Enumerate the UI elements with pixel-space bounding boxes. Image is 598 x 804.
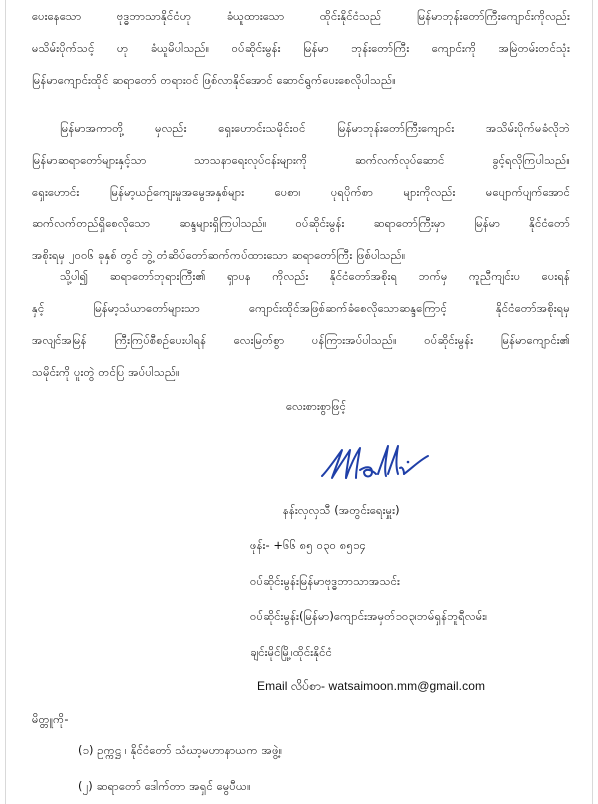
copies-item-1: (၁) ဥက္ကဋ္ဌ ၊ နိုင်ငံတော် သံဃာ့မဟာနာယက အဖွဲ့။ [78,743,283,757]
paragraph-2-line-3: ရှေးဟောင်း မြန်မာ့ယဉ်ကျေးမှုအမွေအနှစ်များ ပေစာ၊ ပုရပိုက်စာ များကိုလည်း မပျောက်ပျက်အောင် [32,185,570,199]
paragraph-3-line-4: သမိုင်းကို ပူးတွဲ တင်ပြ အပ်ပါသည်။ [32,365,180,379]
copies-label: မိတ္တူကို- [32,712,69,726]
paragraph-1-line-1: ပေးနေသော ဗုဒ္ဓဘာသာနိုင်ငံဟု ခံယူထားသော ထိုင်းနိုင်ငံသည် မြန်မာဘုန်းတော်ကြီးကျောင်းကိုလည်း [32,9,570,23]
paragraph-2-line-1: မြန်မာအကာတို့ မှလည်း ရှေးဟောင်းသမိုင်းဝင် မြန်မာဘုန်းတော်ကြီးကျောင်း အသိမ်းပိုက်မခံလိုဘဲ [60,121,570,135]
signer-name: နန်းလှလှသီ (အတွင်းရေးမှူး) [283,503,400,517]
organization-name: ဝပ်ဆိုင်းမွန်းမြန်မာဗုဒ္ဓဘာသာအသင်း [250,574,400,588]
paragraph-1-line-2: မသိမ်းပိုက်သင့် ဟု ခံယူမိပါသည်။ ဝပ်ဆိုင်းမွန်း မြန်မာ ဘုန်းတော်ကြီး ကျောင်းကို အမြဲတမ်းတင်သုံး [32,41,570,55]
paragraph-3-line-2: နှင့် မြန်မာ့သံယာတော်များသာ ကျောင်းထိုင်အဖြစ်ဆက်ခံစေလိုသောဆန္ဒကြောင့် နိုင်ငံတော်အစိုးရမှ [32,301,570,315]
signer-phone: ဖုန်း- +၆၆ ၈၅ ၀၃၀ ၈၅၁၄ [250,538,367,552]
paragraph-1-line-3: မြန်မာကျောင်းထိုင် ဆရာတော် တရားဝင် ဖြစ်လာနိုင်အောင် ဆောင်ရွက်ပေးစေလိုပါသည်။ [32,73,396,87]
copies-item-2: (၂) ဆရာတော် ဒေါက်တာ အရှင် မွေပီယ။ [78,779,251,793]
handwritten-signature [316,440,436,490]
page-border-left [5,0,6,804]
paragraph-2-line-2: မြန်မာဆရာတော်များနှင့်သာ သာသနာရေးလုပ်ငန်းများကို ဆက်လက်လုပ်ဆောင် ခွင့်ရလိုကြပါသည်။ [32,153,570,167]
page-border-right [592,0,593,804]
address-line-1: ဝပ်ဆိုင်းမွန်း(မြန်မာ)ကျောင်းအမှတ်၁၀၃၊ဘမ်ရှန်ဘူရီလမ်း၊ [250,609,488,623]
email-address: Email လိပ်စာ- watsaimoon.mm@gmail.com [257,679,486,693]
paragraph-2-line-5: အစိုးရမှ ၂၀၀၆ ခုနှစ် တွင် ဘွဲ့ တံဆိပ်တော်ဆက်ကပ်ထားသော ဆရာတော်ကြီး ဖြစ်ပါသည်။ [32,248,406,262]
address-line-2: ချင်းမိုင်မြို့၊ထိုင်းနိုင်ငံ [250,645,333,659]
paragraph-2-line-4: ဆက်လက်တည်ရှိစေလိုသော ဆန္ဒများရှိကြပါသည်။ ဝပ်ဆိုင်းမွန်း ဆရာတော်ကြီးမှာ မြန်မာ နိုင်ငံတော် [32,216,570,230]
paragraph-3-line-3: အလျင်အမြန် ကြီးကြပ်စီစဉ်ပေးပါရန် လေးမြတ်စွာ ပန်ကြားအပ်ပါသည်။ ဝပ်ဆိုင်းမွန်း မြန်မာကျောင်း၏ [32,333,570,347]
closing-respectfully: လေးစားစွာဖြင့် [286,399,347,413]
paragraph-3-line-1: သို့ပါ၍ ဆရာတော်ဘုရားကြီး၏ ရှာပန ကိုလည်း နိုင်ငံတော်အစိုးရ ဘက်မှ ကူညီကျင်းပ ပေးရန် [60,269,570,283]
